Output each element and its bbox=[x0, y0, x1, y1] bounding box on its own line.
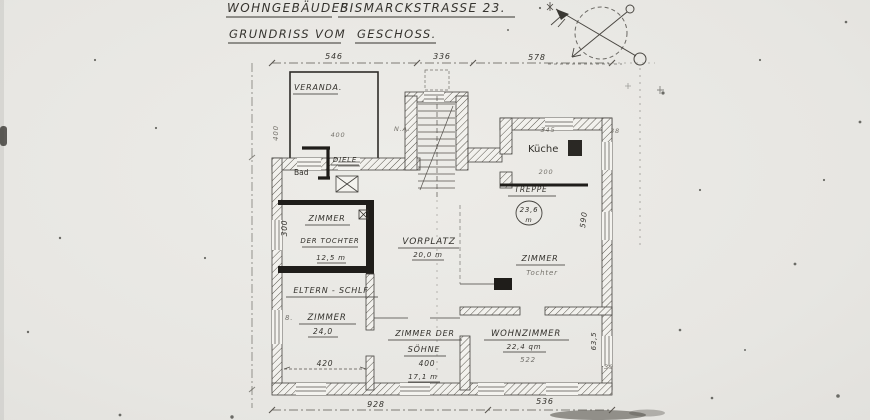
treppe-label: TREPPE bbox=[514, 185, 548, 194]
soehne-line2: SÖHNE bbox=[407, 345, 441, 354]
zimmer-right-room bbox=[516, 254, 565, 277]
dim-top-578: 578 bbox=[528, 53, 546, 62]
kueche-label: Küche bbox=[528, 144, 559, 155]
compass-rose bbox=[547, 2, 646, 65]
subtitle-grundriss: GRUNDRISS VOM bbox=[229, 27, 347, 41]
wall-soehne-right bbox=[460, 336, 470, 390]
window-bottom-3 bbox=[478, 383, 504, 395]
window-right-3 bbox=[602, 336, 612, 366]
dim-right-39: 39 bbox=[604, 363, 614, 371]
tochter-line1: ZIMMER bbox=[308, 214, 346, 223]
north-star-mark bbox=[547, 2, 553, 11]
eltern-area: 24,0 bbox=[313, 327, 333, 336]
dim-left-300: 300 bbox=[280, 219, 289, 237]
title-block bbox=[226, 0, 515, 43]
wall-bay-kitchen-link bbox=[468, 148, 502, 162]
vorplatz-room bbox=[398, 237, 459, 260]
treppe-area: 23,6 bbox=[519, 206, 539, 214]
tochter-line2: DER TOCHTER bbox=[300, 237, 360, 245]
wall-left-separator-lower bbox=[366, 356, 374, 390]
window-right-2 bbox=[602, 212, 612, 240]
wall-bay-left bbox=[405, 96, 417, 170]
wohnzimmer-area: 22,4 qm bbox=[506, 343, 542, 351]
compass-needle-nw-se bbox=[556, 9, 636, 56]
wall-wohnzimmer-top-left bbox=[460, 307, 520, 315]
compass-se-circle bbox=[634, 53, 646, 65]
eltern-line1: ELTERN - SCHLF bbox=[293, 286, 369, 295]
soehne-line1: ZIMMER DER bbox=[395, 329, 455, 338]
wall-tochter-bottom bbox=[278, 266, 374, 273]
room-labels bbox=[284, 144, 569, 382]
vorplatz-area: 20,0 m bbox=[413, 251, 443, 259]
wall-bay-right bbox=[456, 96, 468, 170]
treppe-room bbox=[508, 185, 556, 225]
tochter-area: 12,5 m bbox=[316, 254, 346, 262]
stair-diagonal bbox=[420, 106, 453, 190]
wall-left-separator-upper bbox=[366, 274, 374, 330]
stair-treads bbox=[418, 104, 455, 188]
stair-note: N.A. bbox=[394, 125, 411, 133]
dim-left-400: 400 bbox=[272, 125, 280, 141]
window-bottom-1 bbox=[296, 383, 326, 395]
wohnzimmer-dim: 522 bbox=[520, 356, 536, 364]
title-street: BISMARCKSTRASSE 23. bbox=[340, 1, 506, 15]
eltern-width-dim bbox=[284, 359, 366, 369]
soehne-area: 17,1 m bbox=[408, 373, 438, 381]
window-bottom-4 bbox=[546, 383, 578, 395]
wall-wohnzimmer-top-right bbox=[545, 307, 612, 315]
window-bay bbox=[424, 92, 444, 102]
window-left-2 bbox=[272, 310, 282, 344]
soehne-dim: 400 bbox=[418, 359, 436, 368]
wall-kitchen-left-upper bbox=[500, 118, 512, 154]
black-wall-block bbox=[494, 278, 512, 290]
zimmer-tochter-room bbox=[300, 210, 368, 263]
window-bottom-2 bbox=[400, 383, 430, 395]
veranda-label: VERANDA. bbox=[294, 83, 343, 92]
chimney-block bbox=[568, 140, 582, 156]
eltern-line2: ZIMMER bbox=[307, 313, 347, 323]
wall-tochter-top bbox=[278, 200, 370, 205]
dim-right-635: 63,5 bbox=[590, 331, 598, 351]
wohnzimmer-label: WOHNZIMMER bbox=[490, 329, 562, 339]
zimmer-right-label: ZIMMER bbox=[521, 254, 559, 263]
soehne-room bbox=[388, 329, 462, 382]
dim-bottom-536: 536 bbox=[536, 397, 554, 406]
dim-top-336: 336 bbox=[433, 52, 451, 61]
crossed-duct-box bbox=[336, 176, 358, 192]
bay-dashed-projection bbox=[425, 70, 449, 90]
vorplatz-label: VORPLATZ bbox=[402, 237, 456, 247]
window-right-1 bbox=[602, 142, 612, 170]
subtitle-geschoss: GESCHOSS. bbox=[357, 27, 437, 41]
dim-kitchen-345: 345 bbox=[540, 126, 556, 134]
eltern-room bbox=[284, 286, 378, 369]
dim-right-38: 38 bbox=[610, 127, 620, 135]
eltern-mark: 8. bbox=[285, 314, 294, 322]
diele-label: DIELE bbox=[332, 156, 358, 164]
dim-top-546: 546 bbox=[325, 52, 343, 61]
compass-needle-sw-ne bbox=[572, 12, 627, 57]
bad-label: Bad bbox=[294, 168, 309, 177]
eltern-420: 420 bbox=[316, 359, 334, 368]
dim-kitchen-200: 200 bbox=[538, 168, 554, 176]
dim-bottom-928: 928 bbox=[367, 400, 385, 409]
wall-left bbox=[272, 158, 282, 390]
dim-diele-400: 400 bbox=[330, 131, 346, 139]
compass-ne-circle bbox=[626, 5, 634, 13]
treppe-area-unit: m bbox=[525, 216, 533, 224]
dim-right-590: 590 bbox=[578, 210, 590, 229]
wohnzimmer-room bbox=[484, 329, 569, 364]
title-building: WOHNGEBÄUDES bbox=[227, 1, 350, 15]
zimmer-right-sub: Tochter bbox=[526, 269, 558, 277]
